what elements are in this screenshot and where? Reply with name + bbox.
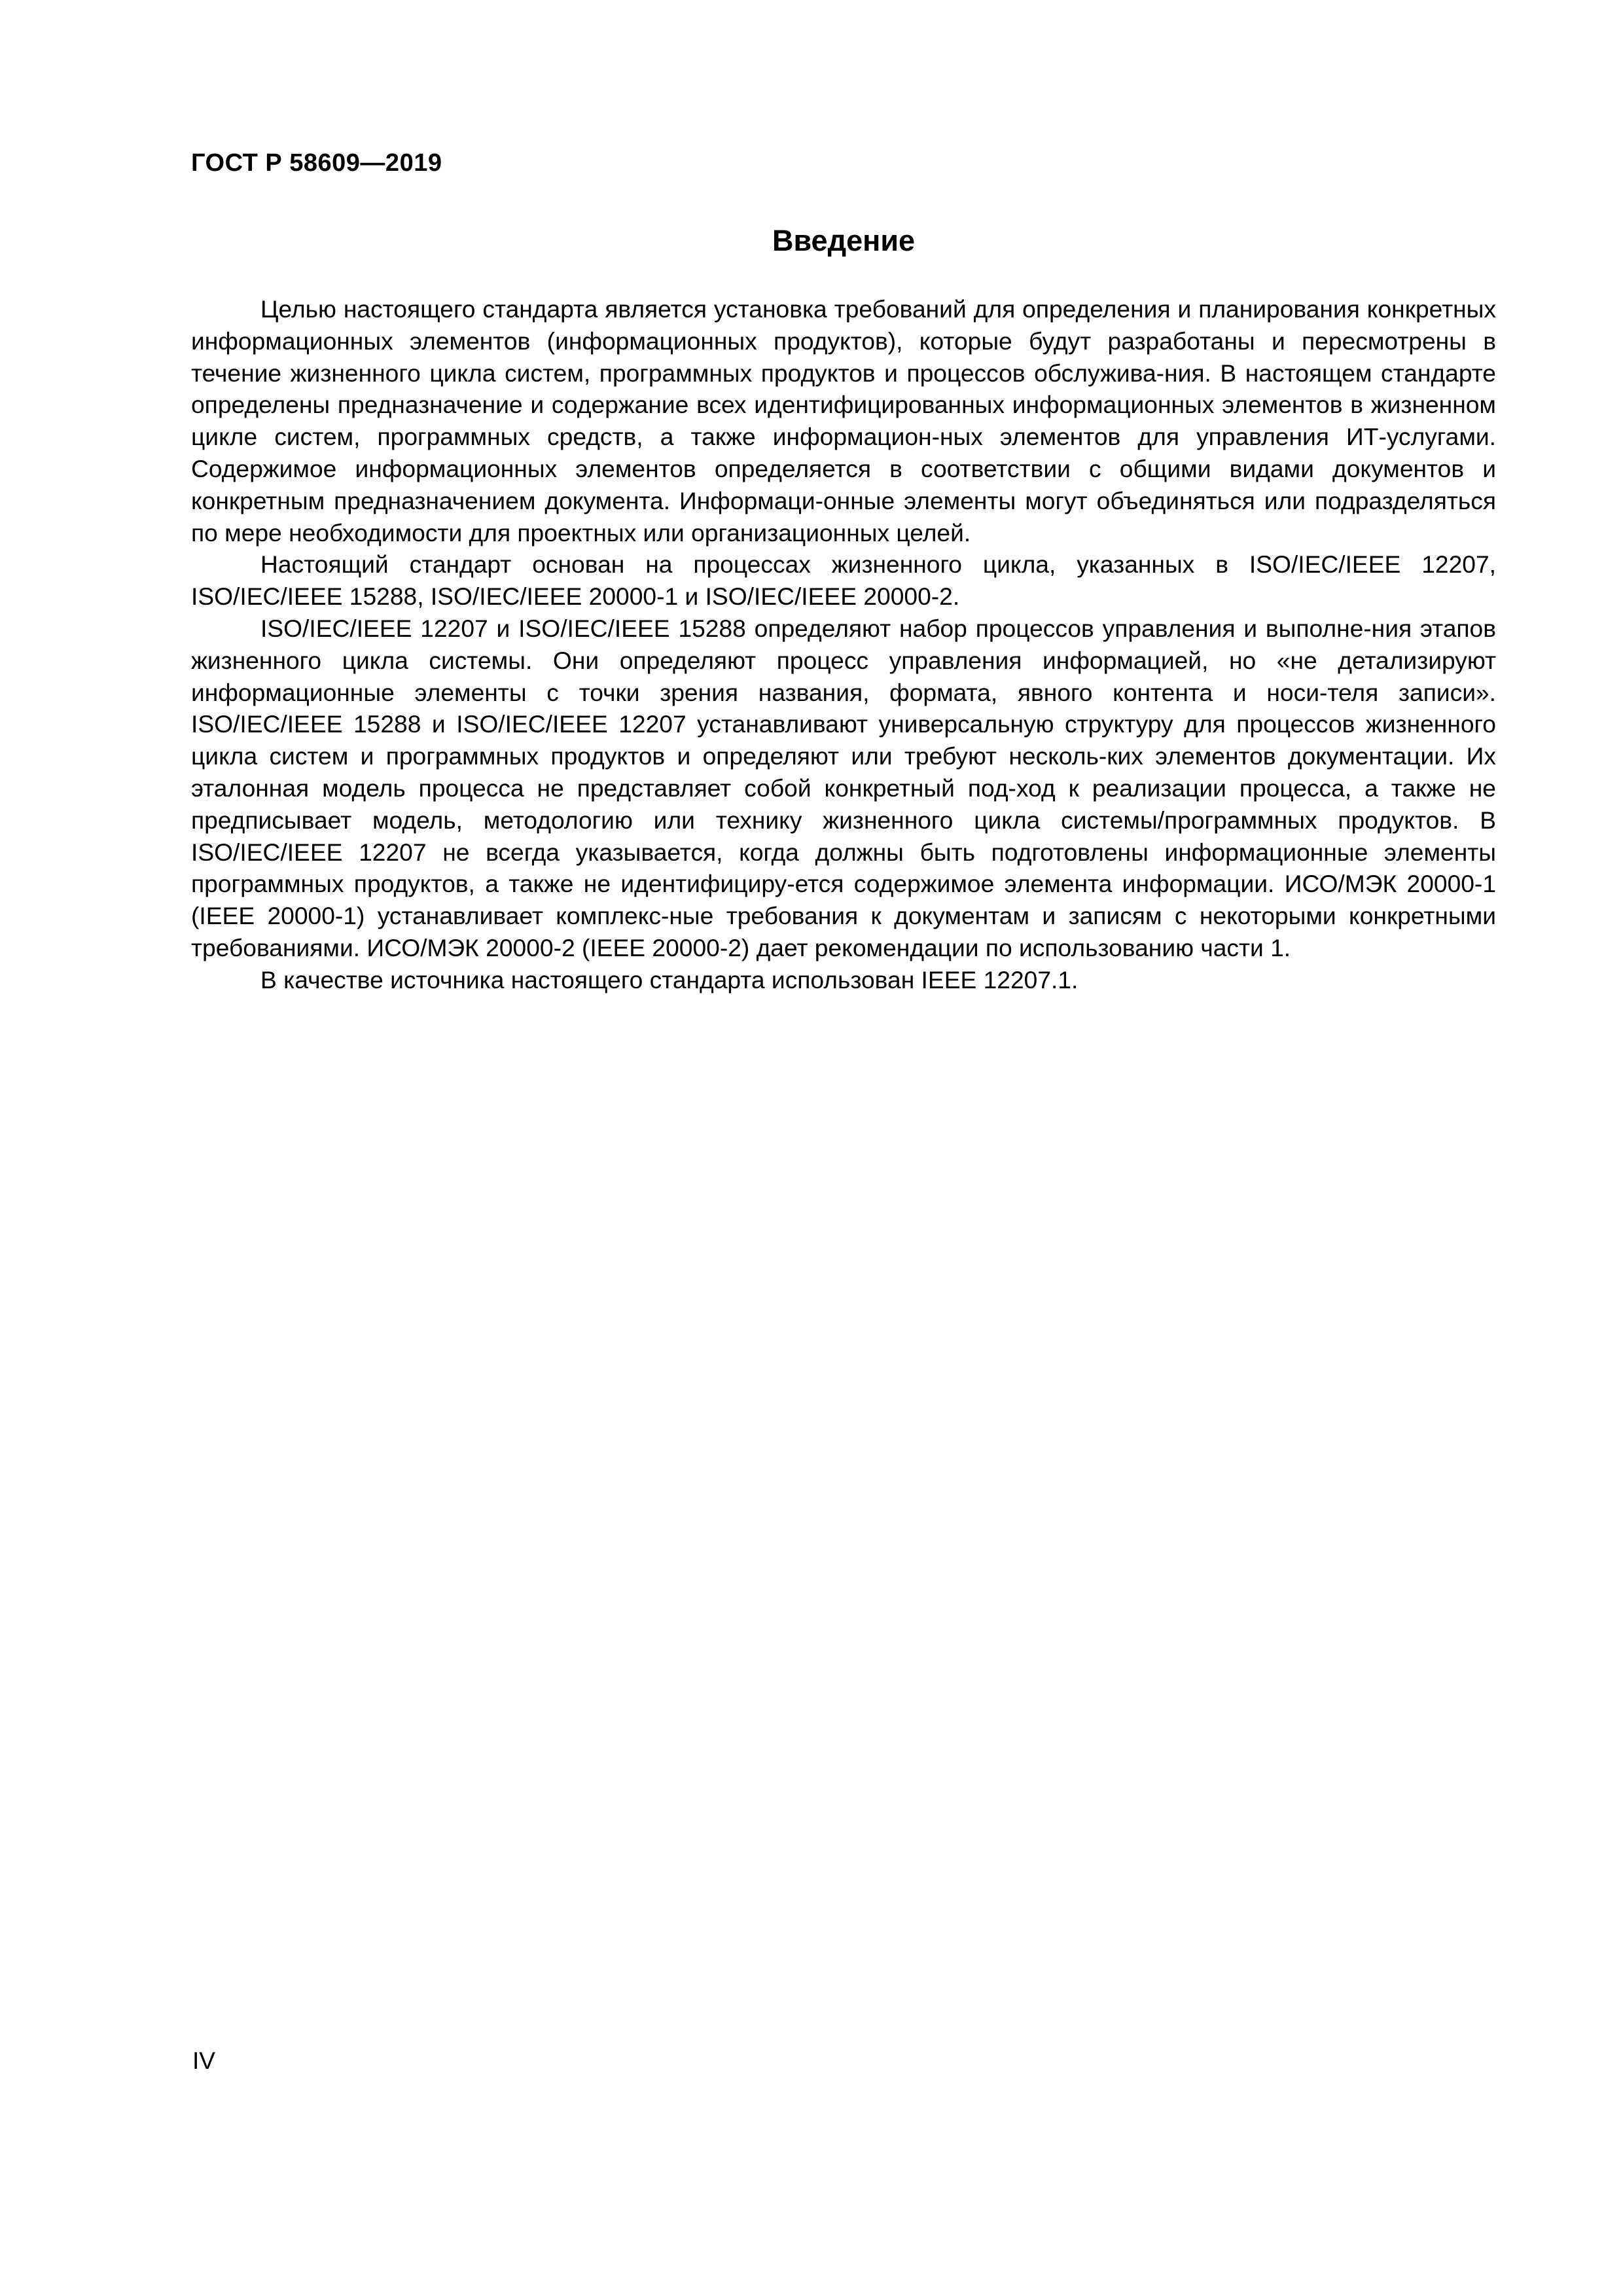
paragraph-4: В качестве источника настоящего стандарта использован IEEE 12207.1. [260,965,1079,994]
document-number: ГОСТ Р 58609—2019 [191,149,442,177]
page-title: Введение [772,224,916,257]
paragraph-2: Настоящий стандарт основан на процессах жизненного цикла, указанных в ISO/IEC/IEEE 12207, ISO/IEC/IEEE 15288, ISO/IEC/IEEE 20000-1 и ISO/IEC/IEEE 20000-2. [191,550,1496,611]
paragraph-3: ISO/IEC/IEEE 12207 и ISO/IEC/IEEE 15288 определяют набор процессов управления и выполне-ния этапов жизненного цикла системы. Они определяют процесс управления информацией, но «не детализируют информационные элементы с точки зрения названия, формата, явного контента и носи-теля записи». ISO/IEC/IEEE 15288 и ISO/IEC/IEEE 12207 устанавливают универсальную структуру для процессов жизненного цикла систем и программных продуктов и определяют или требуют несколь-ких элементов документации. Их эталонная модель процесса не представляет собой конкретный под-ход к реализации процесса, а также не предписывает модель, методологию или технику жизненного цикла системы/программных продуктов. В ISO/IEC/IEEE 12207 не всегда указывается, когда должны быть подготовлены информационные элементы программных продуктов, а также не идентифициру-ется содержимое элемента информации. ИСО/МЭК 20000-1 (IEEE 20000-1) устанавливает комплекс-ные требования к документам и записям с некоторыми конкретными требованиями. ИСО/МЭК 20000-2 (IEEE 20000-2) дает рекомендации по использованию части 1. [191,614,1496,961]
page-number: IV [192,2047,215,2074]
body-text [191,293,1496,996]
paragraph-1: Целью настоящего стандарта является установка требований для определения и планирования конкретных информационных элементов (информационных продуктов), которые будут разработаны и пересмотрены в течение жизненного цикла систем, программных продуктов и процессов обслужива-ния. В настоящем стандарте определены предназначение и содержание всех идентифицированных информационных элементов в жизненном цикле систем, программных средств, а также информацион-ных элементов для управления ИТ-услугами. Содержимое информационных элементов определяется в соответствии с общими видами документов и конкретным предназначением документа. Информаци-онные элементы могут объединяться или подразделяться по мере необходимости для проектных или организационных целей. [191,295,1496,547]
